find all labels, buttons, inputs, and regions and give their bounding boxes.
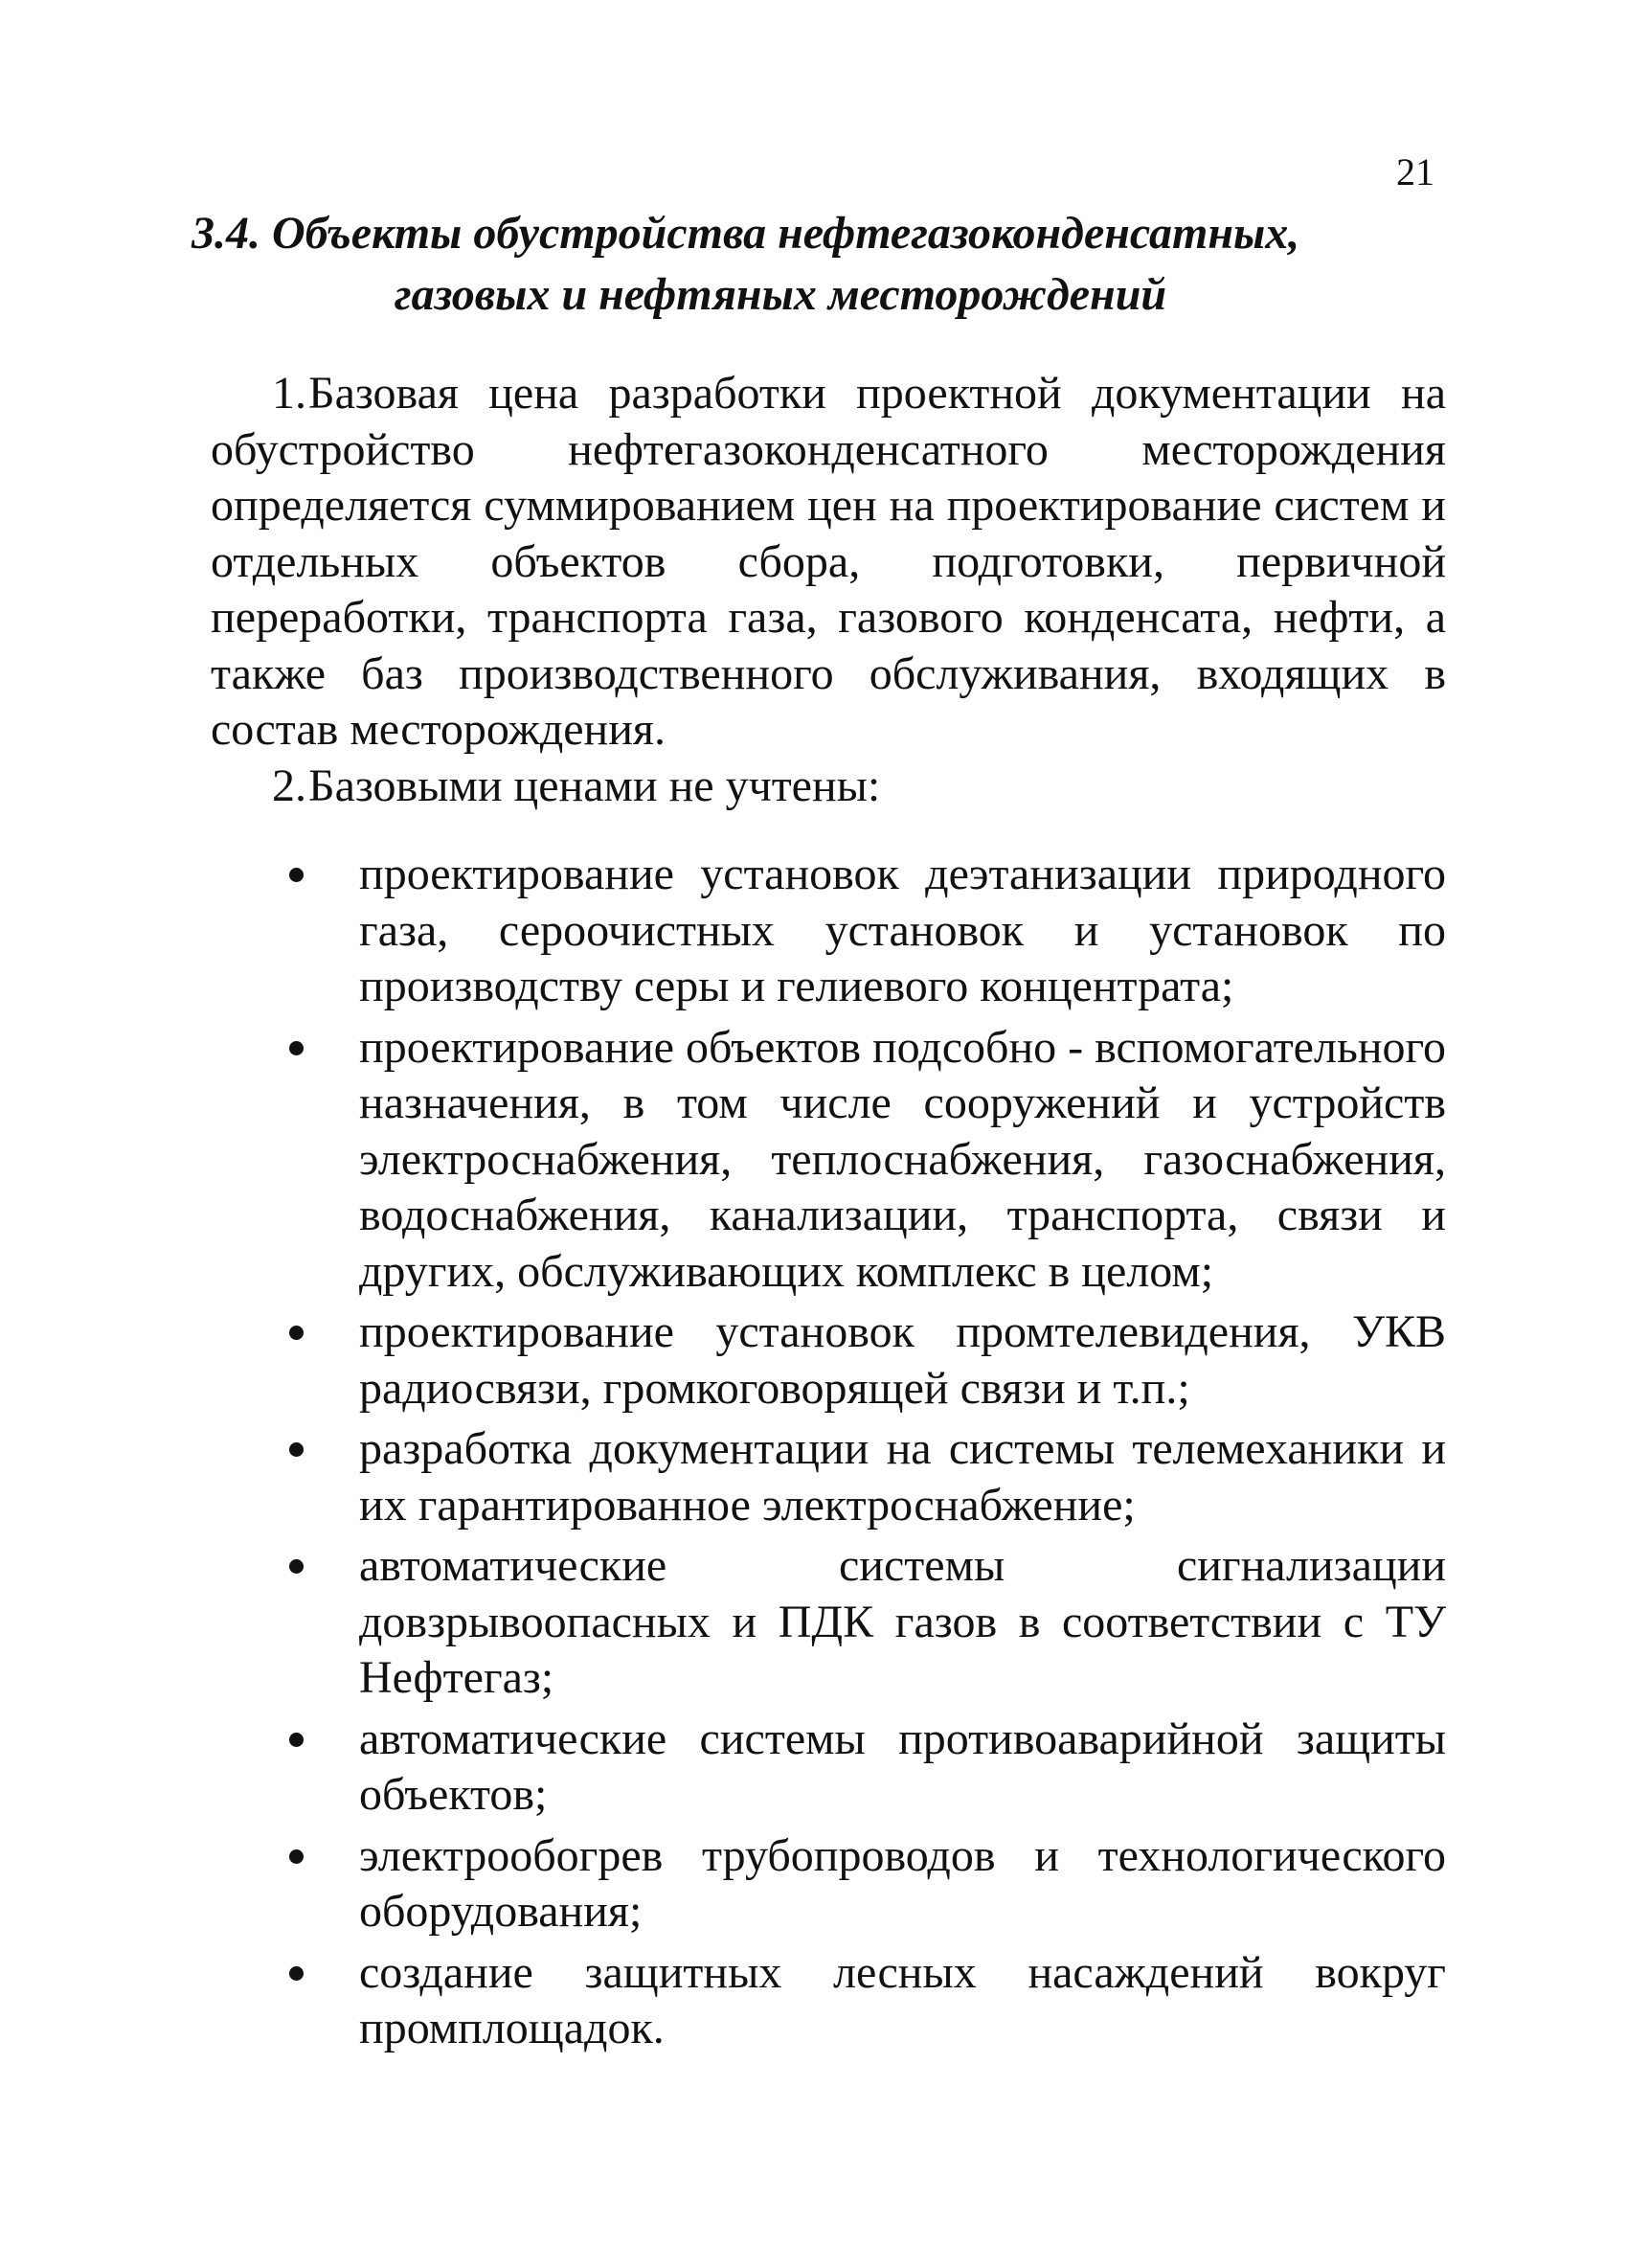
list-item [211,1945,1446,2057]
list-item [211,1712,1446,1824]
exclusions-list [211,847,1446,2057]
list-item [211,1304,1446,1417]
paragraph-text: Базовая цена разработки проектной документации на обустройство нефтегазоконденсатного месторождения определяется суммированием цен на проектирование систем и отдельных объектов сбора, подготовки, первичной переработки, транспорта газа, газового конденсата, нефти, а также баз производственного обслуживания, входящих в состав месторождения. [211,368,1446,755]
paragraph-text: Базовыми ценами не учтены: [308,760,881,811]
section-heading [192,203,1427,326]
page-number: 21 [1396,150,1434,193]
list-item-text: создание защитных лесных насаждений вокруг промплощадок. [359,1946,1446,2053]
paragraph-1 [211,366,1446,759]
list-item [211,1828,1446,1940]
list-item-text: автоматические системы противоаварийной защиты объектов; [359,1712,1446,1820]
paragraph-number: 1. [272,368,306,419]
bullet-icon [289,1442,304,1457]
list-item-text: проектирование установок промтелевидения, УКВ радиосвязи, громкоговорящей связи и т.п.; [359,1306,1446,1414]
bullet-icon [289,1041,304,1055]
document-body [211,366,1446,2062]
bullet-icon [289,1849,304,1864]
bullet-icon [289,1966,304,1981]
bullet-icon [289,1326,304,1340]
list-item [211,1538,1446,1707]
list-item-text: проектирование объектов подсобно - вспомогательного назначения, в том числе сооружений и устройств электроснабжения, теплоснабжения, газоснабжения, водоснабжения, канализации, транспорта, связи и других, обслуживающих комплекс в целом; [359,1021,1447,1297]
list-item-text: проектирование установок деэтанизации природного газа, сероочистных установок и установок по производству серы и гелиевого концентрата; [359,849,1446,1011]
list-item-text: электрообогрев трубопроводов и технологического оборудования; [359,1829,1446,1937]
bullet-icon [289,868,304,882]
section-heading-line-2: газовых и нефтяных месторождений [394,269,1167,320]
bullet-icon [289,1733,304,1747]
list-item-text: разработка документации на системы телемеханики и их гарантированное электроснабжение; [359,1423,1446,1531]
list-item [211,847,1446,1015]
list-item [211,1421,1446,1533]
paragraph-number: 2. [272,760,306,811]
bullet-icon [289,1559,304,1574]
section-heading-line-1: 3.4. Объекты обустройства нефтегазоконденсатных, [192,208,1300,259]
list-item [211,1020,1446,1301]
list-item-text: автоматические системы сигнализации довзрывоопасных и ПДК газов в соответствии с ТУ Нефтегаз; [359,1540,1446,1703]
paragraph-2 [211,759,1446,815]
